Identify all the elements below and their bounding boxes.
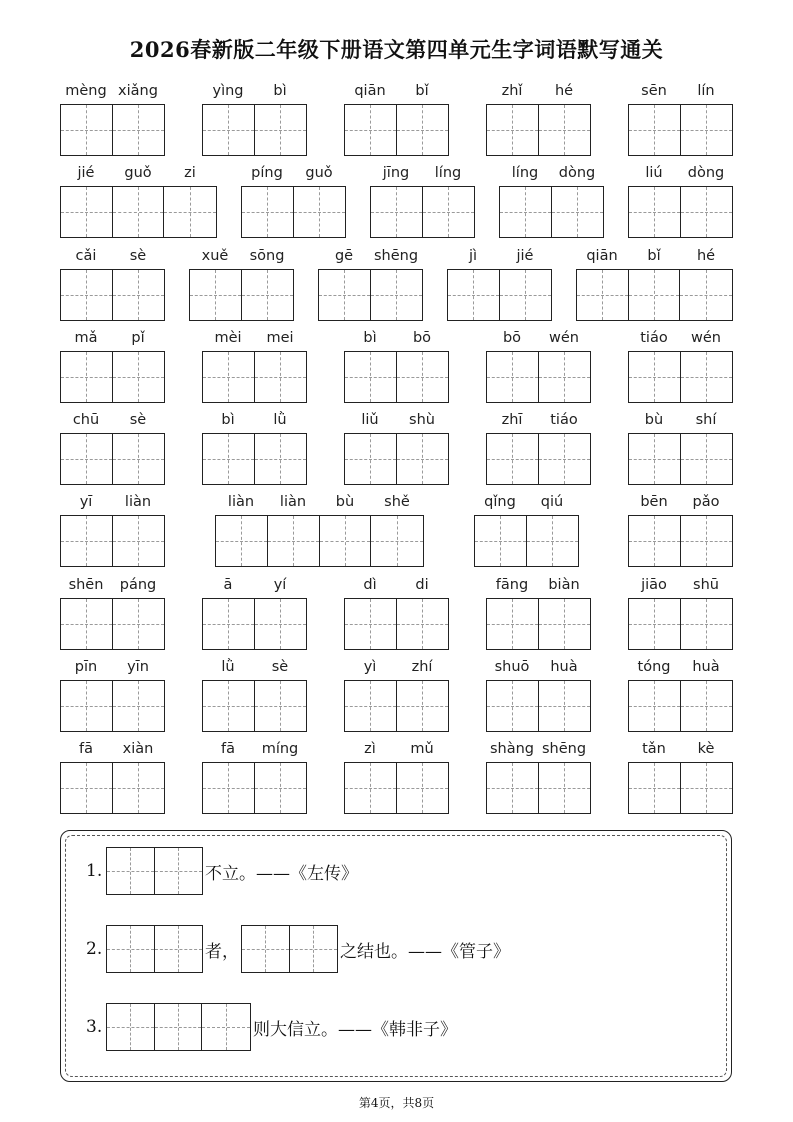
writing-cell[interactable] [255, 763, 307, 813]
writing-cell[interactable] [203, 434, 255, 484]
pinyin-label: shí [695, 412, 717, 428]
pinyin-label: guǒ [124, 165, 152, 181]
writing-cell[interactable] [203, 105, 255, 155]
writing-grid [189, 269, 294, 321]
pinyin-label: mèi [214, 330, 242, 346]
writing-cell[interactable] [423, 187, 475, 237]
writing-grid [486, 598, 591, 650]
pinyin-label: dòng [558, 165, 596, 181]
writing-cell[interactable] [680, 270, 732, 320]
pinyin-label: bù [335, 494, 355, 510]
pinyin-label: liàn [124, 494, 152, 510]
writing-cell[interactable] [107, 926, 155, 972]
pinyin-label: fāng [495, 577, 529, 593]
writing-cell[interactable] [629, 187, 681, 237]
pinyin-label: tóng [637, 659, 671, 675]
writing-cell[interactable] [681, 434, 733, 484]
writing-cell[interactable] [255, 105, 307, 155]
writing-cell[interactable] [155, 926, 203, 972]
writing-cell[interactable] [629, 434, 681, 484]
writing-cell[interactable] [487, 763, 539, 813]
writing-cell[interactable] [397, 599, 449, 649]
writing-grid [318, 269, 423, 321]
writing-cell[interactable] [113, 434, 165, 484]
writing-cell[interactable] [216, 516, 268, 566]
writing-cell[interactable] [475, 516, 527, 566]
writing-cell[interactable] [552, 187, 604, 237]
pinyin-label: bō [502, 330, 522, 346]
page-title: 2026春新版二年级下册语文第四单元生字词语默写通关 [129, 37, 664, 62]
writing-grid [486, 762, 591, 814]
writing-cell[interactable] [61, 187, 113, 237]
writing-cell[interactable] [448, 270, 500, 320]
pinyin-label: bō [412, 330, 432, 346]
writing-cell[interactable] [113, 187, 165, 237]
pinyin-label: mei [266, 330, 294, 346]
writing-grid [628, 762, 733, 814]
pinyin-label: cǎi [75, 248, 97, 264]
pinyin-label: zhǐ [501, 83, 523, 99]
pinyin-label: tiáo [640, 330, 668, 346]
writing-grid [60, 762, 165, 814]
pinyin-label: píng [251, 165, 283, 181]
writing-cell[interactable] [487, 105, 539, 155]
pinyin-label: liàn [279, 494, 307, 510]
pinyin-label: hé [554, 83, 574, 99]
writing-grid [486, 433, 591, 485]
writing-cell[interactable] [268, 516, 320, 566]
pinyin-label: jiāo [641, 577, 667, 593]
pinyin-label: dòng [687, 165, 725, 181]
pinyin-label: xiǎng [118, 83, 158, 99]
quote-line [86, 925, 512, 973]
pinyin-label: yī [79, 494, 93, 510]
quote-text: 不立。——《左传》 [205, 863, 358, 884]
pinyin-label: líng [434, 165, 462, 181]
quote-line [86, 1003, 459, 1051]
writing-cell[interactable] [61, 516, 113, 566]
pinyin-label: shū [693, 577, 719, 593]
pinyin-label: bēn [640, 494, 668, 510]
writing-grid [202, 351, 307, 403]
pinyin-label: tiáo [550, 412, 578, 428]
writing-cell[interactable] [345, 434, 397, 484]
writing-cell[interactable] [487, 352, 539, 402]
writing-cell[interactable] [155, 848, 203, 894]
writing-grid [486, 351, 591, 403]
pinyin-label: yí [273, 577, 287, 593]
writing-cell[interactable] [113, 105, 165, 155]
writing-grid [628, 433, 733, 485]
writing-grid [60, 515, 165, 567]
pinyin-label: fā [79, 741, 93, 757]
pinyin-label: liú [645, 165, 663, 181]
writing-cell[interactable] [203, 681, 255, 731]
quote-line [86, 847, 360, 895]
writing-cell[interactable] [61, 105, 113, 155]
quote-text: 则大信立。——《韩非子》 [253, 1019, 457, 1040]
pinyin-label: líng [511, 165, 539, 181]
writing-cell[interactable] [113, 270, 165, 320]
quote-writing-grid [106, 925, 203, 973]
pinyin-label: hé [696, 248, 716, 264]
writing-grid [60, 269, 165, 321]
quote-text: 之结也。——《管子》 [340, 941, 510, 962]
pinyin-label: shēng [541, 741, 587, 757]
writing-cell[interactable] [290, 926, 338, 972]
writing-grid [628, 104, 733, 156]
pinyin-label: sè [129, 248, 147, 264]
writing-grid [344, 680, 449, 732]
writing-cell[interactable] [61, 434, 113, 484]
pinyin-label: liàn [227, 494, 255, 510]
pinyin-label: sōng [249, 248, 285, 264]
writing-grid [60, 104, 165, 156]
writing-cell[interactable] [539, 599, 591, 649]
writing-grid [486, 680, 591, 732]
writing-grid [202, 433, 307, 485]
pinyin-label: yīn [127, 659, 149, 675]
quote-text: 者， [205, 941, 239, 962]
writing-cell[interactable] [320, 516, 372, 566]
writing-grid [447, 269, 552, 321]
writing-cell[interactable] [255, 352, 307, 402]
writing-cell[interactable] [113, 352, 165, 402]
writing-cell[interactable] [681, 681, 733, 731]
writing-grid [60, 433, 165, 485]
writing-cell[interactable] [203, 352, 255, 402]
writing-grid [486, 104, 591, 156]
pinyin-label: yìng [212, 83, 244, 99]
writing-cell[interactable] [397, 763, 449, 813]
pinyin-label: di [415, 577, 429, 593]
pinyin-label: lǜ [221, 659, 235, 675]
writing-cell[interactable] [539, 763, 591, 813]
writing-grid [344, 104, 449, 156]
writing-cell[interactable] [113, 763, 165, 813]
pinyin-label: dì [363, 577, 377, 593]
writing-grid [202, 598, 307, 650]
quote-number: 3. [86, 1017, 103, 1037]
pinyin-label: bì [273, 83, 287, 99]
pinyin-label: shě [384, 494, 410, 510]
writing-cell[interactable] [681, 516, 733, 566]
quote-writing-grid [106, 847, 203, 895]
pinyin-label: jié [77, 165, 95, 181]
writing-cell[interactable] [345, 352, 397, 402]
writing-cell[interactable] [629, 599, 681, 649]
pinyin-label: sè [129, 412, 147, 428]
writing-grid [628, 598, 733, 650]
writing-cell[interactable] [629, 352, 681, 402]
writing-cell[interactable] [629, 516, 681, 566]
writing-cell[interactable] [500, 270, 552, 320]
pinyin-label: tǎn [642, 741, 666, 757]
writing-cell[interactable] [345, 599, 397, 649]
quote-writing-grid [241, 925, 338, 973]
writing-cell[interactable] [202, 1004, 250, 1050]
pinyin-label: huà [550, 659, 578, 675]
pinyin-label: shù [409, 412, 435, 428]
pinyin-label: jīng [382, 165, 410, 181]
pinyin-label: pīn [74, 659, 98, 675]
writing-grid [344, 433, 449, 485]
writing-cell[interactable] [203, 763, 255, 813]
writing-grid [60, 598, 165, 650]
writing-cell[interactable] [255, 434, 307, 484]
pinyin-label: biàn [548, 577, 580, 593]
writing-cell[interactable] [681, 352, 733, 402]
pinyin-label: lǜ [273, 412, 287, 428]
pinyin-label: shàng [489, 741, 535, 757]
writing-cell[interactable] [629, 681, 681, 731]
writing-cell[interactable] [487, 681, 539, 731]
writing-cell[interactable] [242, 270, 294, 320]
writing-cell[interactable] [539, 105, 591, 155]
pinyin-label: jié [516, 248, 534, 264]
writing-grid [344, 762, 449, 814]
writing-cell[interactable] [61, 763, 113, 813]
pinyin-label: mèng [65, 83, 107, 99]
writing-grid [628, 680, 733, 732]
writing-cell[interactable] [61, 352, 113, 402]
writing-grid [60, 351, 165, 403]
pinyin-label: pǎo [692, 494, 720, 510]
writing-cell[interactable] [113, 681, 165, 731]
writing-cell[interactable] [539, 352, 591, 402]
writing-cell[interactable] [255, 681, 307, 731]
writing-cell[interactable] [242, 187, 294, 237]
writing-cell[interactable] [681, 599, 733, 649]
pinyin-label: ā [223, 577, 233, 593]
pinyin-label: zhī [501, 412, 523, 428]
writing-grid [60, 186, 217, 238]
writing-cell[interactable] [577, 270, 629, 320]
pinyin-label: qǐng [484, 494, 516, 510]
pinyin-label: bǐ [415, 83, 429, 99]
writing-cell[interactable] [155, 1004, 203, 1050]
writing-cell[interactable] [164, 187, 216, 237]
pinyin-label: bì [363, 330, 377, 346]
pinyin-label: wén [549, 330, 579, 346]
pinyin-label: gē [334, 248, 354, 264]
pinyin-label: shuō [494, 659, 530, 675]
writing-cell[interactable] [61, 599, 113, 649]
writing-cell[interactable] [345, 105, 397, 155]
writing-cell[interactable] [629, 270, 681, 320]
pinyin-label: sè [271, 659, 289, 675]
pinyin-label: yì [363, 659, 377, 675]
pinyin-label: jì [468, 248, 478, 264]
writing-cell[interactable] [681, 105, 733, 155]
writing-cell[interactable] [190, 270, 242, 320]
pinyin-label: xiàn [122, 741, 154, 757]
writing-cell[interactable] [527, 516, 579, 566]
writing-cell[interactable] [203, 599, 255, 649]
writing-grid [202, 762, 307, 814]
pinyin-label: bù [644, 412, 664, 428]
writing-grid [370, 186, 475, 238]
writing-cell[interactable] [397, 352, 449, 402]
writing-grid [576, 269, 733, 321]
writing-cell[interactable] [539, 681, 591, 731]
pinyin-label: lín [697, 83, 715, 99]
writing-cell[interactable] [629, 105, 681, 155]
writing-cell[interactable] [371, 270, 423, 320]
pinyin-label: liǔ [361, 412, 379, 428]
page-footer: 第4页，共8页 [358, 1096, 435, 1110]
pinyin-label: mǔ [410, 741, 434, 757]
pinyin-label: zhí [411, 659, 433, 675]
pinyin-label: bì [221, 412, 235, 428]
quote-writing-grid [106, 1003, 251, 1051]
pinyin-label: sēn [641, 83, 667, 99]
writing-cell[interactable] [371, 516, 423, 566]
writing-cell[interactable] [345, 763, 397, 813]
writing-cell[interactable] [500, 187, 552, 237]
writing-cell[interactable] [629, 763, 681, 813]
pinyin-label: shēn [68, 577, 104, 593]
writing-cell[interactable] [107, 848, 155, 894]
writing-cell[interactable] [61, 681, 113, 731]
writing-cell[interactable] [319, 270, 371, 320]
writing-cell[interactable] [487, 599, 539, 649]
pinyin-label: shēng [373, 248, 419, 264]
pinyin-label: qiān [586, 248, 618, 264]
pinyin-label: fā [221, 741, 235, 757]
writing-cell[interactable] [113, 516, 165, 566]
pinyin-label: qiān [354, 83, 386, 99]
pinyin-label: xuě [201, 248, 229, 264]
writing-cell[interactable] [242, 926, 290, 972]
pinyin-label: kè [697, 741, 715, 757]
pinyin-label: bǐ [647, 248, 661, 264]
pinyin-label: wén [691, 330, 721, 346]
quote-number: 1. [86, 861, 103, 881]
pinyin-label: páng [119, 577, 157, 593]
writing-grid [344, 598, 449, 650]
writing-cell[interactable] [681, 187, 733, 237]
writing-grid [628, 351, 733, 403]
writing-cell[interactable] [61, 270, 113, 320]
writing-cell[interactable] [345, 681, 397, 731]
writing-grid [499, 186, 604, 238]
writing-grid [628, 515, 733, 567]
pinyin-label: guǒ [305, 165, 333, 181]
writing-grid [344, 351, 449, 403]
writing-grid [628, 186, 733, 238]
writing-cell[interactable] [107, 1004, 155, 1050]
pinyin-label: chū [72, 412, 100, 428]
pinyin-label: huà [692, 659, 720, 675]
pinyin-label: pǐ [131, 330, 145, 346]
writing-cell[interactable] [681, 763, 733, 813]
pinyin-label: míng [261, 741, 299, 757]
pinyin-label: zi [184, 165, 196, 181]
writing-cell[interactable] [255, 599, 307, 649]
pinyin-label: qiú [540, 494, 564, 510]
pinyin-label: zì [364, 741, 376, 757]
writing-grid [215, 515, 424, 567]
writing-cell[interactable] [371, 187, 423, 237]
writing-cell[interactable] [397, 434, 449, 484]
writing-grid [202, 680, 307, 732]
writing-cell[interactable] [487, 434, 539, 484]
writing-grid [474, 515, 579, 567]
writing-cell[interactable] [113, 599, 165, 649]
writing-cell[interactable] [397, 681, 449, 731]
pinyin-label: mǎ [74, 330, 98, 346]
writing-grid [202, 104, 307, 156]
writing-cell[interactable] [539, 434, 591, 484]
writing-cell[interactable] [397, 105, 449, 155]
writing-grid [60, 680, 165, 732]
writing-cell[interactable] [294, 187, 346, 237]
writing-grid [241, 186, 346, 238]
quote-number: 2. [86, 939, 103, 959]
